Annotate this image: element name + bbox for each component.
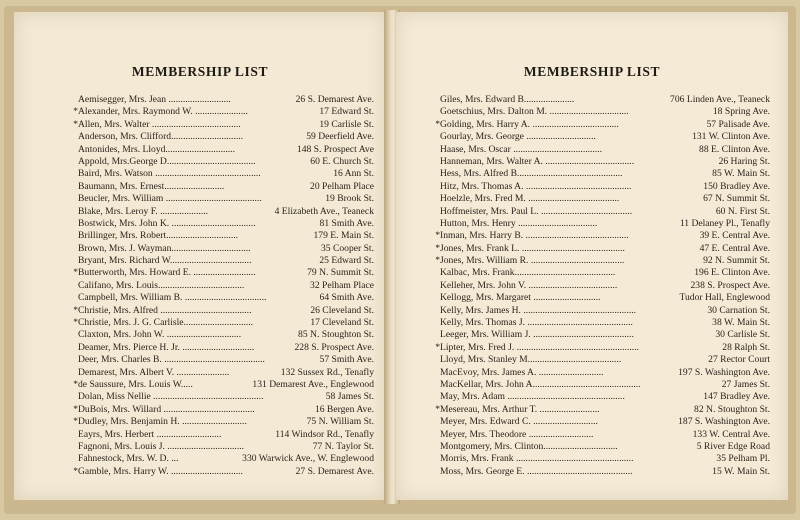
member-entry [440, 379, 770, 391]
member-address: 75 N. William St. [306, 416, 374, 428]
member-address: 133 W. Central Ave. [692, 428, 770, 440]
member-name: Demarest, Mrs. Albert V. ...................... [78, 366, 230, 378]
member-name: Alexander, Mrs. Raymond W. ...................... [78, 106, 248, 118]
member-address: 26 Haring St. [718, 155, 770, 167]
member-entry [440, 317, 770, 329]
member-entry [440, 416, 770, 428]
member-name: Meyer, Mrs. Theodore ........................... [440, 428, 594, 440]
member-name: Anderson, Mrs. Clifford.............................. [78, 131, 244, 143]
member-name: Jones, Mrs. Frank L. ........................................... [440, 242, 625, 254]
member-entry [73, 465, 374, 478]
member-address: 77 N. Taylor St. [312, 440, 374, 452]
left-page [14, 12, 386, 500]
member-address: 187 S. Washington Ave. [678, 416, 770, 428]
member-name: Giles, Mrs. Edward B..................... [440, 94, 575, 105]
member-entry [440, 391, 770, 403]
member-name: DuBois, Mrs. Willard ...................................... [78, 403, 255, 415]
member-address: 35 Cooper St. [320, 242, 374, 254]
member-name: Fagnoni, Mrs. Louis J. ................................ [78, 440, 245, 452]
member-entry [73, 416, 374, 428]
member-name: Califano, Mrs. Louis.................................... [78, 279, 245, 291]
member-name: Kellogg, Mrs. Margaret ............................ [440, 292, 601, 304]
member-entry [78, 255, 374, 267]
member-entry [440, 144, 770, 156]
asterisk-marker: * [435, 230, 440, 242]
member-entry [440, 466, 770, 478]
member-entry [440, 453, 770, 465]
member-address: 179 E. Main St. [313, 230, 374, 242]
member-address: 57 Smith Ave. [319, 354, 374, 366]
member-address: 4 Elizabeth Ave., Teaneck [274, 205, 374, 217]
asterisk-marker: * [73, 106, 78, 118]
member-name: Mesereau, Mrs. Arthur T. ......................... [440, 403, 600, 415]
member-address: 58 James St. [325, 391, 374, 403]
member-name: Christie, Mrs. Alfred ...................................... [78, 304, 252, 316]
member-entry [440, 441, 770, 453]
member-name: Gamble, Mrs. Harry W. .............................. [78, 465, 243, 477]
member-name: Hoffmeister, Mrs. Paul L. ...................................... [440, 205, 633, 217]
member-entry [78, 131, 374, 143]
member-address: 30 Carnation St. [707, 304, 770, 316]
member-name: Hitz, Mrs. Thomas A. ............................................ [440, 180, 632, 192]
member-name: Kelleher, Mrs. John V. ..................................... [440, 279, 618, 291]
member-entry [73, 267, 374, 279]
member-entry [440, 305, 770, 317]
member-address: 35 Pelham Pl. [716, 453, 770, 465]
member-name: Goetschius, Mrs. Dalton M. ................................. [440, 106, 629, 118]
member-name: May, Mrs. Adam ................................................. [440, 391, 625, 403]
member-entry [440, 181, 770, 193]
member-entry [440, 329, 770, 341]
member-entry [78, 230, 374, 242]
member-entry [78, 391, 374, 403]
member-address: 57 Palisade Ave. [706, 118, 770, 130]
asterisk-marker: * [73, 267, 78, 279]
member-name: Jones, Mrs. William R. ....................................... [440, 255, 625, 267]
member-address: 238 S. Prospect Ave. [690, 279, 770, 291]
asterisk-marker: * [73, 465, 78, 477]
asterisk-marker: * [435, 118, 440, 130]
member-name: Brown, Mrs. J. Wayman................................. [78, 242, 251, 254]
member-name: Inman, Mrs. Harry B. ........................................... [440, 230, 629, 242]
member-name: Bostwick, Mrs. John K. ................................... [78, 217, 256, 229]
member-address: 59 Deerfield Ave. [306, 131, 374, 143]
member-name: Leeger, Mrs. William J. .......................................... [440, 329, 634, 341]
member-entry [78, 218, 374, 230]
member-name: Antonides, Mrs. Lloyd............................. [78, 143, 235, 155]
member-address: 147 Bradley Ave. [703, 391, 770, 403]
membership-list [73, 94, 374, 478]
member-address: Tudor Hall, Englewood [679, 292, 770, 304]
member-entry [78, 280, 374, 292]
member-address: 20 Pelham Place [310, 180, 374, 192]
member-entry [78, 181, 374, 193]
member-address: 131 W. Clinton Ave. [692, 131, 770, 143]
member-address: 27 James St. [721, 378, 770, 390]
member-entry [440, 106, 770, 118]
asterisk-marker: * [435, 242, 440, 254]
member-address: 197 S. Washington Ave. [678, 366, 770, 378]
asterisk-marker: * [73, 317, 78, 329]
member-entry [78, 367, 374, 379]
member-address: 16 Bergen Ave. [314, 403, 374, 415]
member-address: 82 N. Stoughton St. [694, 403, 770, 415]
member-address: 26 Cleveland St. [310, 304, 374, 316]
member-address: 5 River Edge Road [696, 440, 770, 452]
member-name: Kalbac, Mrs. Frank.......................................... [440, 267, 616, 279]
member-entry [440, 156, 770, 168]
member-address: 114 Windsor Rd., Tenafly [275, 428, 374, 440]
member-entry [440, 367, 770, 379]
member-address: 85 W. Main St. [712, 168, 770, 180]
member-entry [78, 193, 374, 205]
member-entry [73, 304, 374, 317]
asterisk-marker: * [73, 118, 78, 130]
member-name: Baumann, Mrs. Ernest......................... [78, 180, 225, 192]
member-address: 81 Smith Ave. [319, 217, 374, 229]
member-entry [435, 403, 770, 416]
member-name: Golding, Mrs. Harry A. .................................... [440, 118, 619, 130]
member-entry [440, 206, 770, 218]
member-name: Hanneman, Mrs. Walter A. ..................................... [440, 155, 635, 167]
member-entry [78, 441, 374, 453]
member-entry [440, 267, 770, 279]
member-address: 330 Warwick Ave., W. Englewood [242, 453, 374, 465]
member-entry [78, 342, 374, 354]
member-address: 196 E. Clinton Ave. [694, 267, 770, 279]
asterisk-marker: * [435, 403, 440, 415]
member-address: 27 S. Demarest Ave. [295, 465, 374, 477]
member-name: Deamer, Mrs. Pierce H. Jr. .............................. [78, 341, 255, 353]
member-name: Morris, Mrs. Frank ................................................. [440, 453, 634, 465]
member-name: Dolan, Miss Nellie .............................................. [78, 391, 264, 403]
member-entry [440, 193, 770, 205]
member-address: 30 Carlisle St. [715, 329, 770, 341]
member-entry [78, 206, 374, 218]
member-entry [435, 341, 770, 354]
member-address: 39 E. Central Ave. [699, 230, 770, 242]
member-address: 17 Cleveland St. [310, 317, 374, 329]
member-name: Kelly, Mrs. James H. ............................................... [440, 304, 637, 316]
member-entry [73, 403, 374, 416]
member-name: MacKellar, Mrs. John A............................................. [440, 378, 641, 390]
member-address: 85 N. Stoughton St. [298, 329, 374, 341]
member-address: 17 Edward St. [319, 106, 374, 118]
member-name: MacEvoy, Mrs. James A. ........................... [440, 366, 604, 378]
member-name: Hoelzle, Mrs. Fred M. ...................................... [440, 193, 620, 205]
member-entry [78, 329, 374, 341]
member-address: 132 Sussex Rd., Tenafly [280, 366, 374, 378]
member-name: Allen, Mrs. Walter ..................................... [78, 118, 241, 130]
member-name: Bryant, Mrs. Richard W.................................. [78, 255, 252, 267]
member-name: Christie, Mrs. J. G. Carlisle............................. [78, 317, 254, 329]
member-name: Moss, Mrs. George E. ............................................ [440, 465, 633, 477]
member-name: Haase, Mrs. Oscar ..................................... [440, 143, 603, 155]
member-name: Hutton, Mrs. Henry ................................. [440, 217, 598, 229]
member-address: 19 Brook St. [325, 193, 374, 205]
member-name: Baird, Mrs. Watson ............................................ [78, 168, 261, 180]
member-entry [73, 317, 374, 329]
member-name: Lipter, Mrs. Fred J. ................................................... [440, 341, 639, 353]
member-address: 131 Demarest Ave., Englewood [252, 378, 374, 390]
member-address: 18 Spring Ave. [712, 106, 770, 118]
member-name: Lloyd, Mrs. Stanley M....................................... [440, 354, 622, 366]
member-name: Kelly, Mrs. Thomas J. ............................................ [440, 317, 633, 329]
member-address: 47 E. Central Ave. [699, 242, 770, 254]
member-name: Eayrs, Mrs. Herbert ........................... [78, 428, 222, 440]
page-title: MEMBERSHIP LIST [523, 64, 661, 79]
member-entry [78, 453, 374, 465]
member-entry [78, 354, 374, 366]
member-name: Claxton, Mrs. John W. ............................... [78, 329, 242, 341]
member-address: 228 S. Prospect Ave. [294, 341, 374, 353]
member-address: 150 Bradley Ave. [703, 180, 770, 192]
member-name: Aemisegger, Mrs. Jean .......................... [78, 94, 231, 105]
member-name: Blake, Mrs. Leroy F. .................... [78, 205, 209, 217]
member-name: Campbell, Mrs. William B. .................................. [78, 292, 267, 304]
member-address: 92 N. Summit St. [703, 255, 770, 267]
asterisk-marker: * [73, 403, 78, 415]
member-address: 27 Rector Court [708, 354, 770, 366]
member-address: 32 Pelham Place [310, 279, 374, 291]
member-name: Montgomery, Mrs. Clinton............................... [440, 440, 618, 452]
asterisk-marker: * [435, 341, 440, 353]
member-name: Butterworth, Mrs. Howard E. .......................... [78, 267, 256, 279]
right-page [396, 12, 788, 500]
member-name: Deer, Mrs. Charles B. .......................................... [78, 354, 265, 366]
member-entry [440, 280, 770, 292]
member-entry [440, 131, 770, 143]
member-entry [78, 292, 374, 304]
asterisk-marker: * [73, 304, 78, 316]
member-name: Fahnestock, Mrs. W. D. ... [78, 453, 179, 465]
member-entry [78, 156, 374, 168]
member-name: Beucler, Mrs. William ........................................ [78, 193, 262, 205]
member-name: Gourlay, Mrs. George ............................. [440, 131, 596, 143]
member-name: Appold, Mrs.George D..................................... [78, 155, 256, 167]
member-entry [435, 118, 770, 131]
member-entry [440, 292, 770, 304]
member-entry [440, 354, 770, 366]
member-entry [78, 168, 374, 180]
member-name: Hess, Mrs. Alfred B............................................ [440, 168, 623, 180]
member-address: 38 W. Main St. [712, 317, 770, 329]
member-address: 19 Carlisle St. [319, 118, 374, 130]
member-address: 706 Linden Ave., Teaneck [670, 94, 770, 105]
member-address: 16 Ann St. [333, 168, 374, 180]
member-address: 88 E. Clinton Ave. [699, 143, 770, 155]
membership-list [435, 94, 770, 478]
member-entry [78, 243, 374, 255]
member-name: Meyer, Mrs. Edward C. ........................... [440, 416, 598, 428]
member-entry [435, 230, 770, 242]
member-entry [73, 106, 374, 118]
member-entry [78, 94, 374, 106]
asterisk-marker: * [435, 255, 440, 267]
member-address: 67 N. Summit St. [703, 193, 770, 205]
member-entry [435, 255, 770, 267]
member-name: de Saussure, Mrs. Louis W..... [78, 378, 193, 390]
member-name: Brillinger, Mrs. Robert.............................. [78, 230, 239, 242]
member-entry [78, 144, 374, 156]
member-entry [440, 429, 770, 441]
member-entry [440, 168, 770, 180]
member-entry [73, 378, 374, 391]
member-entry [440, 94, 770, 106]
member-address: 148 S. Prospect Ave [296, 143, 374, 155]
member-entry [78, 429, 374, 441]
member-address: 25 Edward St. [319, 255, 374, 267]
member-entry [435, 242, 770, 255]
member-address: 60 N. First St. [715, 205, 770, 217]
member-address: 26 S. Demarest Ave. [295, 94, 374, 105]
member-entry [440, 218, 770, 230]
member-address: 28 Ralph St. [722, 341, 770, 353]
member-address: 60 E. Church St. [310, 155, 374, 167]
member-address: 15 W. Main St. [712, 465, 770, 477]
member-entry [73, 118, 374, 131]
asterisk-marker: * [73, 416, 78, 428]
member-address: 79 N. Summit St. [307, 267, 374, 279]
asterisk-marker: * [73, 378, 78, 390]
member-name: Dudley, Mrs. Benjamin H. ........................... [78, 416, 247, 428]
member-address: 64 Smith Ave. [319, 292, 374, 304]
member-address: 11 Delaney Pl., Tenafly [679, 217, 770, 229]
page-title: MEMBERSHIP LIST [131, 64, 269, 79]
booklet-spread [4, 6, 796, 514]
